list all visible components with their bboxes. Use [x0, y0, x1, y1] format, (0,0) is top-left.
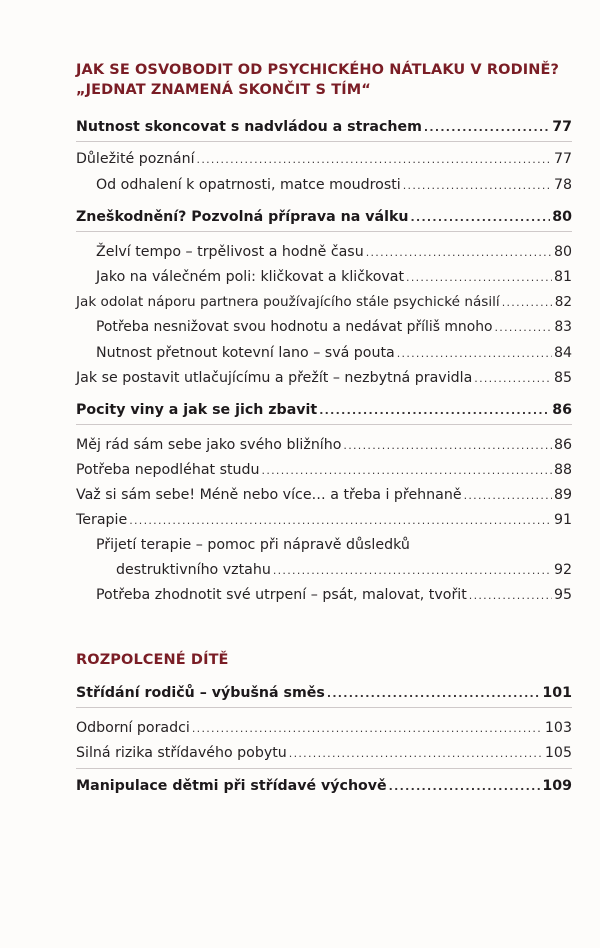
entry-title: Nutnost přetnout kotevní lano – svá pouta: [96, 345, 395, 361]
toc-entry: [76, 510, 572, 530]
leader-dots: [474, 369, 552, 389]
toc-entry: [76, 400, 572, 420]
entry-page: 105: [544, 745, 572, 761]
leader-dots: [197, 150, 552, 170]
entry-title: Silná rizika střídavého pobytu: [76, 745, 287, 761]
toc-entry: [96, 317, 572, 337]
leader-dots: [343, 436, 552, 456]
entry-title: Jak se postavit utlačujícímu a přežít – nezbytná pravidla: [76, 370, 473, 386]
toc-entry: [76, 117, 572, 137]
toc-entry: [96, 267, 572, 287]
entry-title: Potřeba nesnižovat svou hodnotu a nedávat příliš mnoho: [96, 319, 493, 335]
entry-page: 81: [553, 269, 572, 285]
entry-page: 77: [552, 119, 572, 135]
entry-title: Střídání rodičů – výbušná směs: [76, 685, 325, 701]
entry-title: Měj rád sám sebe jako svého bližního: [76, 437, 342, 453]
entry-page: 84: [553, 345, 572, 361]
toc-entry: [76, 743, 572, 763]
leader-dots: [319, 401, 550, 421]
toc-entry: [96, 343, 572, 363]
leader-dots: [389, 777, 541, 797]
entry-page: 101: [542, 685, 572, 701]
divider: [76, 424, 572, 425]
entry-title: Jako na válečném poli: kličkovat a kličkovat: [96, 269, 405, 285]
leader-dots: [495, 318, 553, 338]
toc-entry: [76, 776, 572, 796]
toc-entry: [76, 435, 572, 455]
entry-page: 80: [552, 209, 572, 225]
entry-page: 89: [553, 487, 572, 503]
toc-entry: [76, 292, 572, 312]
section-heading: ROZPOLCENÉ DÍTĚ: [76, 652, 229, 668]
toc-entry: [96, 175, 572, 195]
entry-title: Jak odolat náporu partnera používajícího stále psychické násilí: [76, 294, 500, 310]
entry-page: 83: [554, 319, 572, 335]
entry-title: Terapie: [76, 512, 128, 528]
entry-page: 82: [554, 294, 572, 310]
entry-title: Manipulace dětmi při střídavé výchově: [76, 778, 387, 794]
entry-title-line1: Přijetí terapie – pomoc při nápravě důsledků: [96, 537, 410, 553]
toc-entry: [76, 149, 572, 169]
leader-dots: [262, 461, 552, 481]
entry-title: Důležité poznání: [76, 151, 195, 167]
entry-page: 77: [553, 151, 572, 167]
entry-title: Nutnost skoncovat s nadvládou a strachem: [76, 119, 422, 135]
section-heading-line1: JAK SE OSVOBODIT OD PSYCHICKÉHO NÁTLAKU V RODINĚ?: [76, 62, 559, 78]
toc-entry: [76, 460, 572, 480]
entry-page: 103: [544, 720, 572, 736]
entry-page: 86: [553, 437, 572, 453]
entry-title: Odborní poradci: [76, 720, 190, 736]
leader-dots: [129, 511, 552, 531]
leader-dots: [366, 243, 552, 263]
toc-entry: [76, 207, 572, 227]
section-heading-line2: „JEDNAT ZNAMENÁ SKONČIT S TÍM“: [76, 82, 371, 98]
entry-page: 78: [553, 177, 572, 193]
divider: [76, 768, 572, 769]
entry-title: Zneškodnění? Pozvolná příprava na válku: [76, 209, 409, 225]
entry-title: Pocity viny a jak se jich zbavit: [76, 402, 318, 418]
divider: [76, 707, 572, 708]
leader-dots: [469, 586, 552, 606]
leader-dots: [273, 561, 552, 581]
divider: [76, 141, 572, 142]
entry-page: 91: [553, 512, 572, 528]
entry-title: Važ si sám sebe! Méně nebo více… a třeba i přehnaně: [76, 487, 462, 503]
leader-dots: [406, 268, 552, 288]
entry-title: destruktivního vztahu: [116, 562, 271, 578]
leader-dots: [403, 176, 552, 196]
toc-entry: [76, 368, 572, 388]
leader-dots: [397, 344, 552, 364]
leader-dots: [464, 486, 552, 506]
leader-dots: [502, 293, 553, 313]
entry-title: Od odhalení k opatrnosti, matce moudrosti: [96, 177, 401, 193]
leader-dots: [192, 719, 543, 739]
toc-entry: [116, 560, 572, 580]
entry-title: Potřeba nepodléhat studu: [76, 462, 260, 478]
divider: [76, 231, 572, 232]
toc-entry: [76, 718, 572, 738]
entry-title: Želví tempo – trpělivost a hodně času: [96, 244, 364, 260]
entry-page: 92: [553, 562, 572, 578]
entry-page: 88: [553, 462, 572, 478]
leader-dots: [424, 118, 550, 138]
entry-page: 95: [553, 587, 572, 603]
toc-entry: [96, 585, 572, 605]
entry-page: 86: [552, 402, 572, 418]
leader-dots: [289, 744, 543, 764]
toc-entry: [96, 242, 572, 262]
leader-dots: [327, 684, 541, 704]
toc-entry: [76, 485, 572, 505]
entry-title: Potřeba zhodnotit své utrpení – psát, malovat, tvořit: [96, 587, 467, 603]
toc-entry: [76, 683, 572, 703]
entry-page: 80: [553, 244, 572, 260]
entry-page: 109: [542, 778, 572, 794]
entry-page: 85: [553, 370, 572, 386]
leader-dots: [410, 208, 550, 228]
